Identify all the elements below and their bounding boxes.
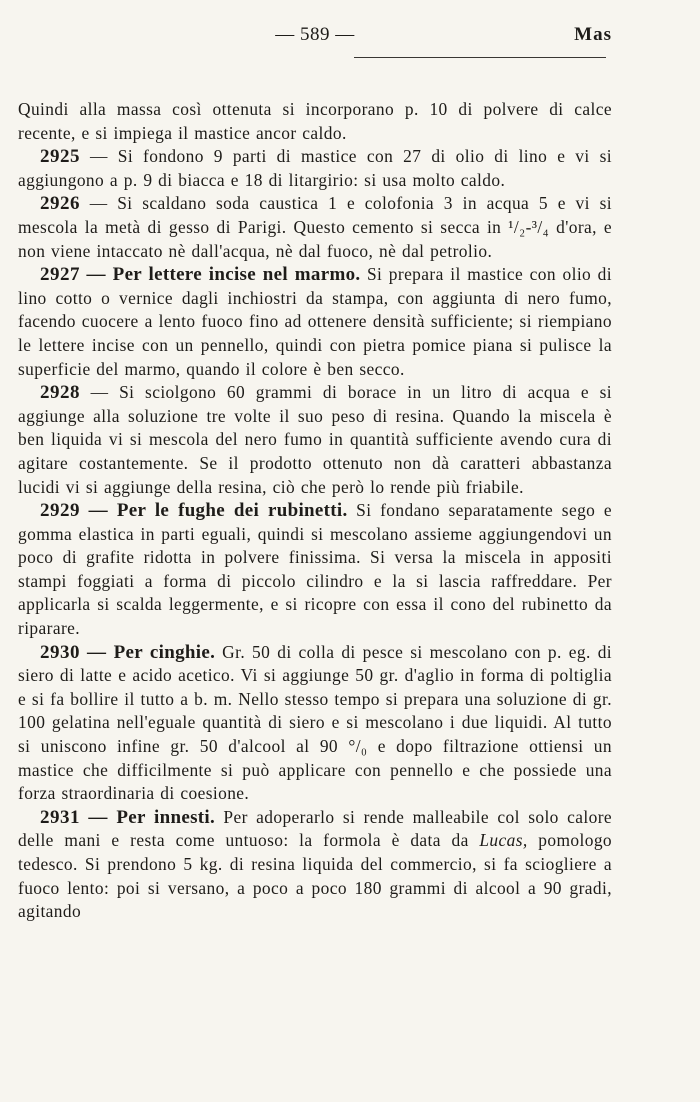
paragraph-text: — Si sciolgono 60 grammi di borace in un litro di acqua e si aggiunge alla soluzione tre volte il suo peso di resina. Quando la miscela è ben liquida vi si mescola del nero fumo in quantità sufficiente avendo cura di agitare costantemente. Se il prodotto ottenuto non dà caratteri abbastanza lucidi vi si aggiunge della resina, ciò che però lo rende più friabile. — [18, 382, 612, 497]
paragraph-text: — Si scaldano soda caustica 1 e colofonia 3 in acqua 5 e vi si mescola la metà di gesso di Parigi. Questo cemento si secca in — [18, 193, 612, 237]
entry-number: 2926 — [40, 193, 80, 215]
fraction: ¹/₂-³/₄ — [508, 216, 550, 237]
entry-2927 — [18, 263, 612, 381]
book-page — [18, 24, 612, 924]
entry-2926 — [18, 192, 612, 263]
page-header — [18, 24, 612, 58]
paragraph-continuation — [18, 98, 612, 145]
running-head: Mas — [574, 24, 612, 45]
page-number: — 589 — — [275, 24, 355, 45]
entry-title: — Per cinghie. — [87, 641, 216, 663]
paragraph-text: Si fondano separatamente sego e gomma elastica in parti eguali, quindi si mescolano assieme aggiungendovi un poco di grafite ridotta in polvere finissima. Si versa la miscela in appositi stampi foggiati a forma di piccolo cilindro e la si lascia raffreddare. Per applicarla si scalda leggermente, e si ricopre con essa il cono del rubinetto da riparare. — [18, 500, 613, 639]
paragraph-text: Si prepara il mastice con olio di lino cotto o vernice dagli inchiostri da stampa, con aggiunta di nero fumo, facendo cuocere a lento fuoco fino ad ottenere densità sufficiente; si riempiano le lettere incise con un pennello, quindi con pietra pomice piana si pulisce la superficie del marmo, quando il colore è ben secco. — [18, 264, 612, 379]
header-rule — [354, 57, 606, 58]
paragraph-text: Quindi alla massa così ottenuta si incorporano p. 10 di polvere di calce recente, e si impiega il mastice ancor caldo. — [18, 99, 612, 143]
entry-number: 2927 — [40, 264, 80, 286]
entry-title: — Per innesti. — [88, 806, 216, 828]
entry-number: 2928 — [40, 382, 80, 404]
entry-number: 2929 — [40, 500, 80, 522]
author-name: Lucas, — [479, 830, 528, 851]
entry-2931 — [18, 806, 612, 924]
paragraph-text-continued: d'ora, e non viene intaccato nè dall'acqua, nè dal fuoco, nè dal petrolio. — [18, 216, 613, 261]
entry-2928 — [18, 381, 612, 499]
paragraph-text: Per adoperarlo si rende malleabile col solo calore delle mani e resta come untuoso: la formola è data da — [18, 806, 613, 851]
entry-number: 2930 — [40, 641, 80, 663]
entry-number: 2925 — [40, 146, 80, 168]
entry-2929 — [18, 499, 612, 641]
entry-number: 2931 — [40, 806, 80, 828]
entry-title: — Per lettere incise nel marmo. — [86, 264, 361, 286]
entry-title: — Per le fughe dei rubinetti. — [88, 500, 348, 522]
paragraph-text: — Si fondono 9 parti di mastice con 27 di olio di lino e vi si aggiungono a p. 9 di biacca e 18 di litargirio: si usa molto caldo. — [18, 146, 612, 190]
body-text — [18, 98, 612, 924]
entry-2925 — [18, 145, 612, 192]
paragraph-text-continued: pomologo tedesco. Si prendono 5 kg. di resina liquida del commercio, si fa sciogliere a fuoco lento: poi si versano, a poco a poco 180 grammi di alcool a 90 gradi, agitando — [18, 830, 613, 922]
entry-2930 — [18, 641, 612, 806]
paragraph-text: Gr. 50 di colla di pesce si mescolano con p. eg. di siero di latte e acido acetico. Vi si aggiunge 50 gr. d'aglio in forma di poltiglia e si fa bollire il tutto a b. m. Nello stesso tempo si prepara una soluzione di gr. 100 gelatina nell'eguale quantità di siero e si mescolano i due liquidi. Al tutto si uniscono infine gr. 50 d'alcool al 90 °/₀ e dopo filtrazione ottiensi un mastice che difficilmente si può applicare con pennello e che possiede una forza straordinaria di coesione. — [18, 641, 613, 804]
